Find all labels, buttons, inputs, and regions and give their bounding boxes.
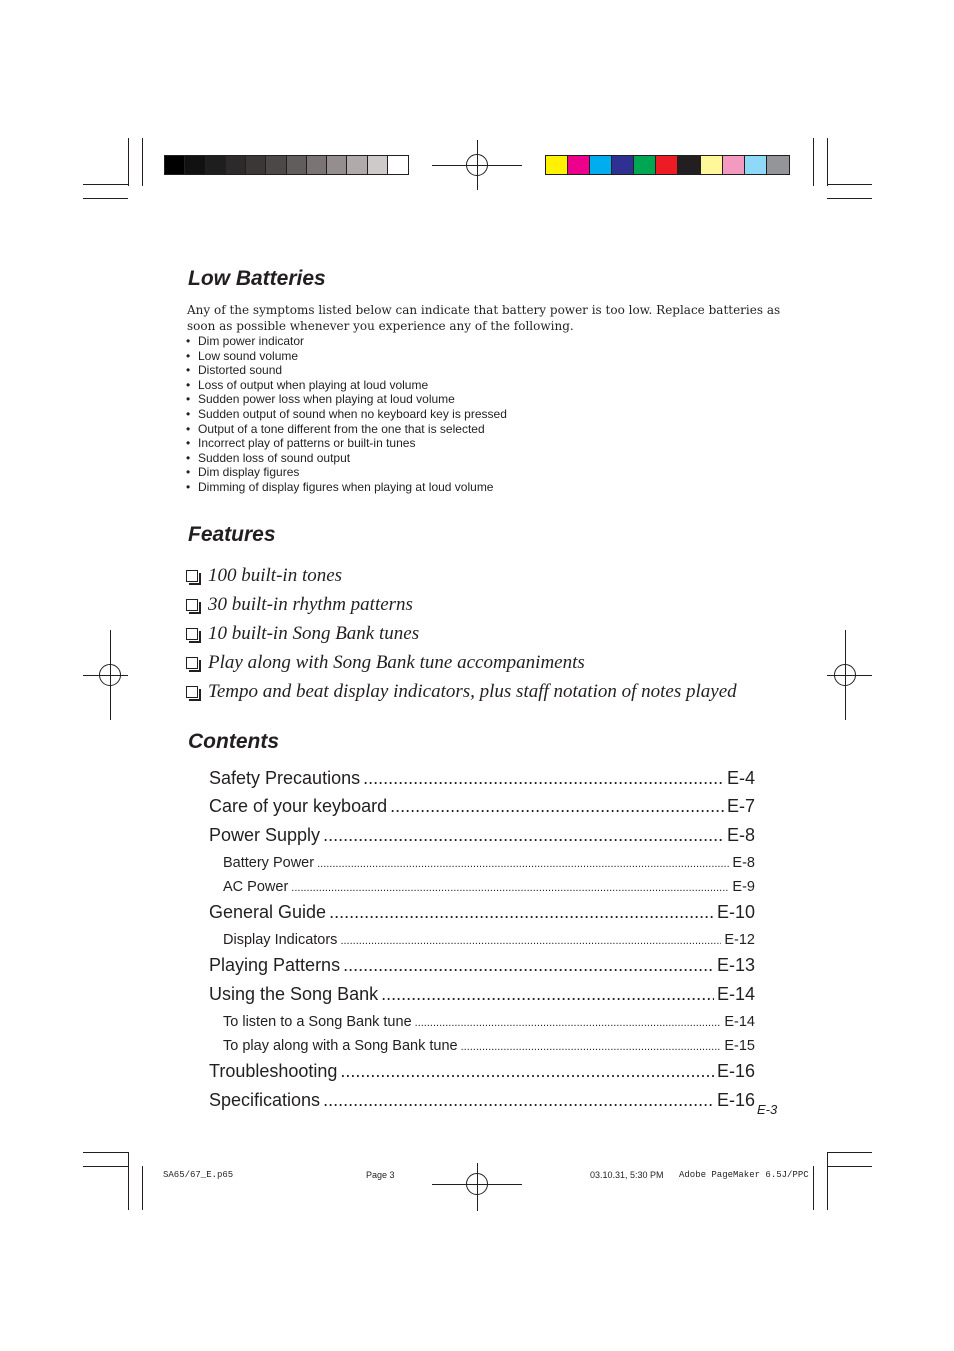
feature-item [186, 561, 737, 590]
checkbox-icon [186, 686, 198, 698]
toc-entry [209, 796, 755, 817]
feature-text: 10 built-in Song Bank tunes [208, 622, 420, 644]
toc-label: General Guide [209, 902, 327, 922]
symptom-item [186, 451, 507, 466]
toc-page: E-15 [724, 1038, 755, 1054]
symptom-item [186, 480, 507, 495]
color-swatch [612, 156, 634, 174]
toc-subentry [223, 932, 755, 948]
toc-leader-dots [343, 955, 714, 976]
toc-label: Care of your keyboard [209, 796, 388, 816]
bullet-icon: • [186, 465, 191, 480]
toc-leader-dots [323, 825, 724, 846]
toc-entry [209, 955, 755, 976]
toc-label: Battery Power [223, 855, 315, 871]
toc-page: E-16 [716, 1090, 755, 1110]
toc-subentry [223, 855, 755, 871]
color-swatch [266, 156, 286, 174]
color-swatch [590, 156, 612, 174]
bullet-icon: • [186, 421, 191, 436]
bullet-icon: • [186, 392, 191, 407]
toc-label: Playing Patterns [209, 955, 341, 975]
color-swatch [634, 156, 656, 174]
color-swatch [307, 156, 327, 174]
toc-page: E-14 [724, 1014, 755, 1030]
toc-leader-dots [317, 855, 729, 871]
page-number: E-3 [757, 1102, 778, 1117]
toc-entry [209, 984, 755, 1005]
feature-text: 30 built-in rhythm patterns [208, 593, 413, 615]
color-swatch [701, 156, 723, 174]
symptom-item [186, 436, 507, 451]
toc-leader-dots [329, 902, 714, 923]
color-swatch [767, 156, 789, 174]
symptom-item [186, 422, 507, 437]
feature-list [186, 561, 737, 706]
process-color-bar [545, 155, 790, 175]
toc-subentry [223, 879, 755, 895]
toc-page: E-16 [716, 1061, 755, 1081]
footer-page: Page 3 [366, 1170, 395, 1180]
toc-subentry [223, 1038, 755, 1054]
color-swatch [678, 156, 700, 174]
bullet-icon: • [186, 363, 191, 378]
toc-page: E-12 [724, 932, 755, 948]
feature-item [186, 590, 737, 619]
feature-item [186, 619, 737, 648]
footer-date: 03.10.31, 5:30 PM [590, 1170, 664, 1180]
feature-text: Play along with Song Bank tune accompaniments [208, 651, 585, 673]
color-swatch [165, 156, 185, 174]
toc-leader-dots [323, 1090, 714, 1111]
toc-page: E-13 [716, 955, 755, 975]
color-swatch [287, 156, 307, 174]
toc-label: Display Indicators [223, 932, 338, 948]
symptom-text: Sudden power loss when playing at loud volume [198, 392, 455, 407]
footer-application: Adobe PageMaker 6.5J/PPC [679, 1170, 809, 1180]
bullet-icon: • [186, 377, 191, 392]
checkbox-icon [186, 657, 198, 669]
color-swatch [546, 156, 568, 174]
toc-page: E-4 [726, 768, 755, 788]
toc-page: E-8 [726, 825, 755, 845]
toc-entry [209, 768, 755, 789]
color-swatch [206, 156, 226, 174]
bullet-icon: • [186, 348, 191, 363]
toc-label: To listen to a Song Bank tune [223, 1014, 412, 1030]
symptom-text: Sudden loss of sound output [198, 450, 351, 465]
contents-heading: Contents [188, 730, 279, 753]
color-swatch [327, 156, 347, 174]
color-swatch [568, 156, 590, 174]
toc-leader-dots [461, 1038, 722, 1054]
toc-label: Power Supply [209, 825, 321, 845]
symptom-item [186, 363, 507, 378]
symptom-text: Dim power indicator [198, 334, 305, 348]
color-swatch [347, 156, 367, 174]
toc-page: E-7 [726, 796, 755, 816]
symptom-item [186, 392, 507, 407]
toc-entry [209, 902, 755, 923]
toc-page: E-14 [716, 984, 755, 1004]
checkbox-icon [186, 599, 198, 611]
toc-entry [209, 825, 755, 846]
bullet-icon: • [186, 450, 191, 465]
color-swatch [388, 156, 408, 174]
bullet-icon: • [186, 406, 191, 421]
toc-entry [209, 1061, 755, 1082]
symptom-text: Output of a tone different from the one that is selected [198, 421, 485, 436]
bullet-icon: • [186, 479, 191, 494]
color-swatch [226, 156, 246, 174]
symptom-text: Low sound volume [198, 348, 299, 363]
symptom-item [186, 407, 507, 422]
symptom-item [186, 334, 507, 349]
bullet-icon: • [186, 436, 191, 451]
footer-filename: SA65/67_E.p65 [163, 1170, 234, 1180]
color-swatch [656, 156, 678, 174]
symptom-text: Incorrect play of patterns or built-in tunes [198, 436, 416, 451]
symptom-text: Dimming of display figures when playing at loud volume [198, 479, 494, 494]
toc-subentry [223, 1014, 755, 1030]
low-batteries-intro: Any of the symptoms listed below can indicate that battery power is too low. Replace batteries as soon as possible whenever you experience any of the following. [187, 303, 781, 333]
color-swatch [246, 156, 266, 174]
feature-item [186, 677, 737, 706]
symptom-item [186, 378, 507, 393]
symptom-text: Dim display figures [198, 465, 300, 480]
color-swatch [368, 156, 388, 174]
toc-leader-dots [340, 1061, 714, 1082]
feature-item [186, 648, 737, 677]
bullet-icon: • [186, 334, 191, 348]
color-swatch [745, 156, 767, 174]
checkbox-icon [186, 628, 198, 640]
toc-page: E-8 [732, 855, 755, 871]
toc-leader-dots [390, 796, 724, 817]
symptom-text: Loss of output when playing at loud volume [198, 377, 429, 392]
toc-leader-dots [415, 1014, 722, 1030]
toc-leader-dots [381, 984, 714, 1005]
toc-label: AC Power [223, 879, 289, 895]
symptom-list [186, 334, 507, 495]
color-swatch [723, 156, 745, 174]
toc-label: Using the Song Bank [209, 984, 379, 1004]
low-batteries-heading: Low Batteries [188, 267, 326, 290]
toc-label: To play along with a Song Bank tune [223, 1038, 458, 1054]
checkbox-icon [186, 570, 198, 582]
toc-label: Troubleshooting [209, 1061, 338, 1081]
color-swatch [185, 156, 205, 174]
toc-leader-dots [291, 879, 729, 895]
feature-text: 100 built-in tones [208, 564, 343, 586]
feature-text: Tempo and beat display indicators, plus staff notation of notes played [208, 680, 737, 702]
toc-label: Specifications [209, 1090, 321, 1110]
symptom-text: Sudden output of sound when no keyboard key is pressed [198, 406, 507, 421]
grayscale-color-bar [164, 155, 409, 175]
symptom-text: Distorted sound [198, 363, 283, 378]
toc-page: E-10 [716, 902, 755, 922]
toc-leader-dots [363, 768, 724, 789]
features-heading: Features [188, 523, 276, 546]
toc-leader-dots [340, 932, 721, 948]
symptom-item [186, 465, 507, 480]
toc-entry [209, 1090, 755, 1111]
symptom-item [186, 349, 507, 364]
toc-page: E-9 [732, 879, 755, 895]
toc-label: Safety Precautions [209, 768, 361, 788]
